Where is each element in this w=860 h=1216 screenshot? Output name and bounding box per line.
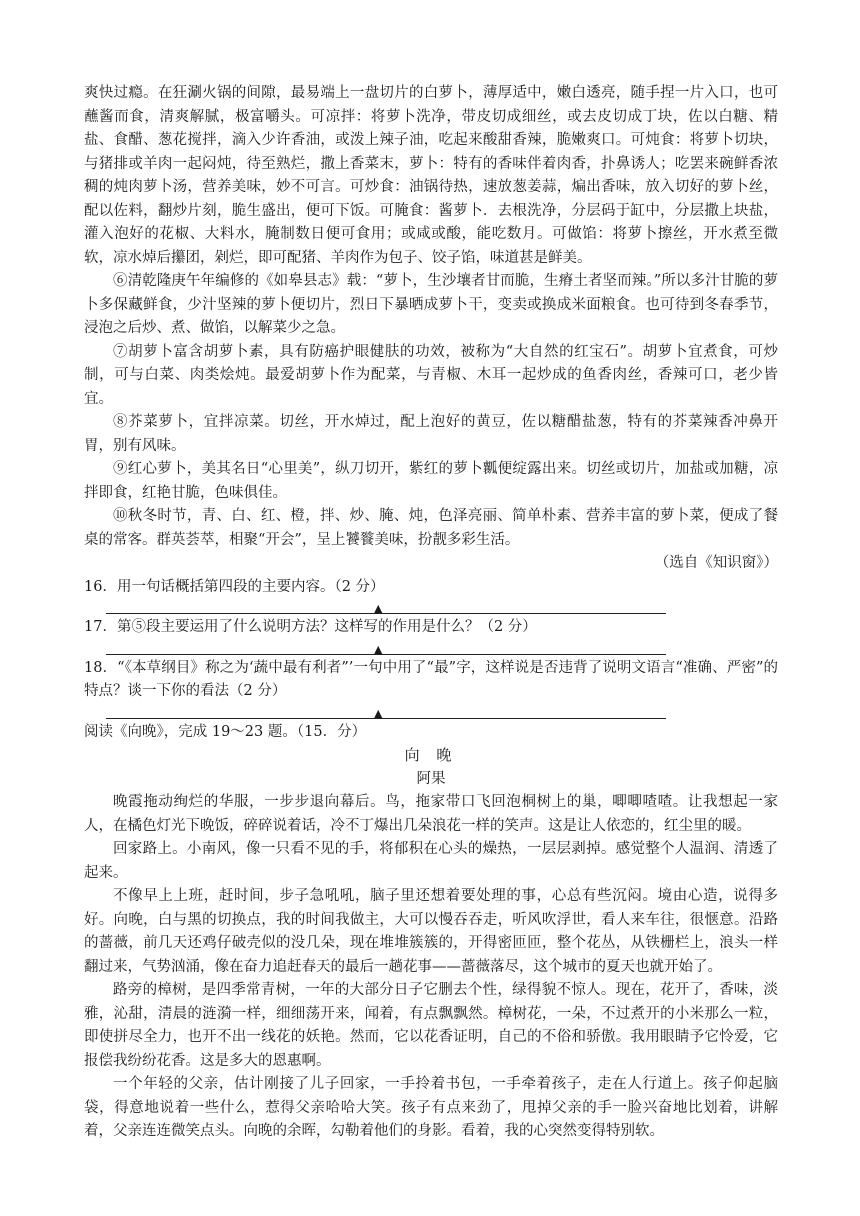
paragraph-7: ⑦胡萝卜富含胡萝卜素，具有防癌护眼健肤的功效，被称为“大自然的红宝石”。胡萝卜宜煮食，可炒制，可与白菜、肉类烩炖。最爱胡萝卜作为配菜，与青椒、木耳一起炒成的鱼香肉丝，香辣可口，老少皆宜。 xyxy=(84,343,778,407)
reading-intro: 阅读《向晚》，完成 19～23 题。（15．分） xyxy=(84,723,367,740)
answer-marker: ▲ xyxy=(374,706,383,720)
essay-title: 向 晚 xyxy=(404,746,458,764)
answer-line-18[interactable] xyxy=(106,704,666,719)
paragraph-8: ⑧芥菜萝卜，宜拌凉菜。切丝，开水焯过，配上泡好的黄豆，佐以糖醋盐葱，特有的芥菜辣香冲鼻开胃，别有风味。 xyxy=(84,414,778,454)
essay-paragraph-1: 晚霞拖动绚烂的华服，一步步退向幕后。鸟，拖家带口飞回泡桐树上的巢，唧唧喳喳。让我想起一家人，在橘色灯光下晚饭，碎碎说着话，冷不丁爆出几朵浪花一样的笑声。这是让人依恋的，红尘里的暖。 xyxy=(84,794,778,834)
answer-line-17[interactable] xyxy=(106,640,666,655)
answer-line-16[interactable] xyxy=(106,599,666,614)
paragraph-10: ⑩秋冬时节，青、白、红、橙，拌、炒、腌、炖，色泽亮丽、简单朴素、营养丰富的萝卜菜，便成了餐桌的常客。群英荟萃，相聚“开会”，呈上饕餮美味，扮靓多彩生活。 xyxy=(84,508,778,548)
question-17: 17．第⑤段主要运用了什么说明方法？这样写的作用是什么？（2 分） xyxy=(84,619,537,635)
paragraph-9: ⑨红心萝卜，美其名日“心里美”，纵刀切开，紫红的萝卜瓤便绽露出来。切丝或切片，加盐或加糖，凉拌即食，红艳甘脆，色味俱佳。 xyxy=(84,461,778,501)
question-16: 16．用一句话概括第四段的主要内容。（2 分） xyxy=(84,578,385,595)
paragraph-5-continued: 爽快过瘾。在狂涮火锅的间隙，最易端上一盘切片的白萝卜，薄厚适中，嫩白透亮，随手捏一片入口，也可蘸酱而食，清爽解腻，极富嚼头。可凉拌：将萝卜洗净，带皮切成细丝，或去皮切成丁块，佐以白糖、精盐、食醋、葱花搅拌，滴入少许香油，或泼上辣子油，吃起来酸甜香辣，脆嫩爽口。可炖食：将萝卜切块，与猪排或羊肉一起闷炖，待至熟烂，撒上香菜末，萝卜：特有的香味伴着肉香，扑鼻诱人；吃罢来碗鲜香浓稠的炖肉萝卜汤，营养美味，妙不可言。可炒食：油锅待热，速放葱姜蒜，煸出香味，放入切好的萝卜丝，配以佐料，翻炒片刻，脆生盛出，便可下饭。可腌食：酱萝卜．去根洗净，分层码于缸中，分层撒上块盐，灌入泡好的花椒、大料水，腌制数日便可食用；或咸或酸，能吃数月。可做馅：将萝卜擦丝，开水煮至微软，凉水焯后攥团，剁烂，即可配猪、羊肉作为包子、饺子馅，味道甚是鲜美。 xyxy=(84,85,778,266)
essay-paragraph-5: 一个年轻的父亲，估计刚接了儿子回家，一手拎着书包，一手牵着孩子，走在人行道上。孩子仰起脑袋，得意地说着一些什么，惹得父亲哈哈大笑。孩子有点来劲了，甩掉父亲的手一脸兴奋地比划着，讲解着，父亲连连微笑点头。向晚的余晖，勾勒着他们的身影。看着，我的心突然变得特别软。 xyxy=(84,1076,778,1139)
essay-paragraph-4: 路旁的樟树，是四季常青树，一年的大部分日子它删去个性，绿得貌不惊人。现在，花开了，香味，淡雅，沁甜，清晨的涟漪一样，细细荡开来，闻着，有点飘飘然。樟树花，一朵，不过煮开的小米那么一粒，即使拼尽全力，也开不出一线花的妖艳。然而，它以花香证明，自己的不俗和骄傲。我用眼睛予它怜爱，它报偿我纷纷花香。这是多大的恩惠啊。 xyxy=(84,982,778,1069)
answer-marker: ▲ xyxy=(374,642,383,656)
essay-paragraph-2: 回家路上。小南风，像一只看不见的手，将郁积在心头的燥热，一层层剥掉。感觉整个人温润、清透了起来。 xyxy=(84,841,778,881)
answer-marker: ▲ xyxy=(374,602,383,615)
essay-author: 阿果 xyxy=(416,770,446,787)
exam-page xyxy=(84,82,778,1144)
question-18: 18．“《本草纲目》称之为‘蔬中最有利者”’一句中用了“最”字，这样说是否违背了说明文语言“准确、严密”的特点？谈一下你的看法（2 分） xyxy=(84,659,778,699)
essay-paragraph-3: 不像早上上班，赶时间，步子急吼吼，脑子里还想着要处理的事，心总有些沉闷。境由心造，说得多好。向晚，白与黑的切换点，我的时间我做主，大可以慢吞吞走，听风吹浮世，看人来车往，很惬意。沿路的蔷薇，前几天还鸡仔破壳似的没几朵，现在堆堆簇簇的，开得密匝匝，整个花丛，从铁栅栏上，浪头一样翻过来，气势汹涌，像在奋力追赶春天的最后一趟花事——蔷薇落尽，这个城市的夏天也就开始了。 xyxy=(84,888,778,975)
source-citation: （选自《知识窗》） xyxy=(654,555,778,571)
paragraph-6: ⑥清乾隆庚午年编修的《如皋县志》载：“萝卜，生沙壤者甘而脆，生瘠土者坚而辣。”所以多汁甘脆的萝卜多保藏鲜食，少汁坚辣的萝卜便切片，烈日下暴晒成萝卜干，变卖或换成米面粮食。也可待到冬春季节，浸泡之后炒、煮、做馅，以解菜少之急。 xyxy=(84,273,778,336)
